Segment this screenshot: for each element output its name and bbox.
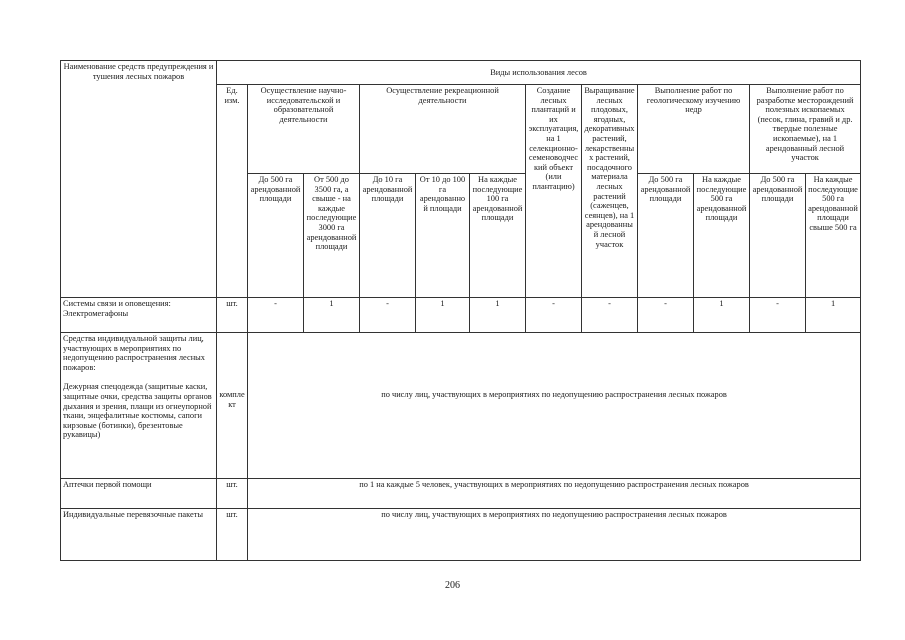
header-sub-mining-a: До 500 га арендованной площади [750,174,806,298]
value-cell: 1 [470,298,526,333]
section-title: Средства индивидуальной защиты лиц, участвующих в мероприятиях по недопущению распространения лесных пожаров: [63,334,205,372]
header-group-plantations: Создание лесных плантаций и их эксплуатация, на 1 селекционно-семеноводческий объект (или плантацию) [526,85,582,298]
row-name [61,333,217,479]
header-sub-recreation-b: От 10 до 100 га арендованной площади [416,174,470,298]
header-sub-geology-a: До 500 га арендованной площади [638,174,694,298]
value-cell: 1 [416,298,470,333]
merged-value-cell: по 1 на каждые 5 человек, участвующих в мероприятиях по недопущению распространения лесных пожаров [248,479,861,509]
value-cell: - [248,298,304,333]
header-sub-science-b: От 500 до 3500 га, а свыше - на каждые последующие 3000 га арендованной площади [304,174,360,298]
ppe-item-name: Дежурная спецодежда (защитные каски, защитные очки, средства защиты органов дыхания и зрения, плащи из огнеупорной ткани, энцефалитные костюмы, сапоги кирзовые (ботинки), брезентовые рукавицы) [63,382,212,440]
header-sub-recreation-c: На каждые последующие 100 га арендованной площади [470,174,526,298]
value-cell: 1 [694,298,750,333]
value-cell: 1 [304,298,360,333]
page-number: 206 [445,580,460,591]
header-name-column: Наименование средств предупреждения и тушения лесных пожаров [61,61,217,298]
header-sub-recreation-a: До 10 га арендованной площади [360,174,416,298]
row-unit: шт. [217,509,248,561]
table-row [61,509,861,561]
table-row [61,298,861,333]
row-name: Системы связи и оповещения: Электромегафоны [61,298,217,333]
value-cell: - [526,298,582,333]
header-group-recreation: Осуществление рекреационной деятельности [360,85,526,174]
merged-value-cell: по числу лиц, участвующих в мероприятиях по недопущению распространения лесных пожаров [248,333,861,479]
value-cell: - [582,298,638,333]
header-group-science: Осуществление научно-исследовательской и образовательной деятельности [248,85,360,174]
table-row [61,333,861,479]
row-name: Индивидуальные перевязочные пакеты [61,509,217,561]
header-group-geology: Выполнение работ по геологическому изучению недр [638,85,750,174]
row-name: Аптечки первой помощи [61,479,217,509]
row-unit: шт. [217,298,248,333]
row-unit: шт. [217,479,248,509]
header-sub-geology-b: На каждые последующие 500 га арендованной площади [694,174,750,298]
value-cell: - [360,298,416,333]
merged-value-cell: по числу лиц, участвующих в мероприятиях по недопущению распространения лесных пожаров [248,509,861,561]
header-group-growing: Выращивание лесных плодовых, ягодных, декоративных растений, лекарственных растений, посадочного материала лесных растений (саженцев, сеянцев), на 1 арендованный лесной участок [582,85,638,298]
value-cell: 1 [806,298,861,333]
header-forest-use-types: Виды использования лесов [217,61,861,85]
header-sub-science-a: До 500 га арендованной площади [248,174,304,298]
header-unit-column: Ед. изм. [217,85,248,298]
value-cell: - [750,298,806,333]
value-cell: - [638,298,694,333]
header-sub-mining-b: На каждые последующие 500 га арендованной площади свыше 500 га [806,174,861,298]
table-row [61,479,861,509]
header-group-mining: Выполнение работ по разработке месторождений полезных ископаемых (песок, глина, гравий и др. твердые полезные ископаемые), на 1 арендованный лесной участок [750,85,861,174]
row-unit: комплект [217,333,248,479]
fire-equipment-table [60,60,861,561]
